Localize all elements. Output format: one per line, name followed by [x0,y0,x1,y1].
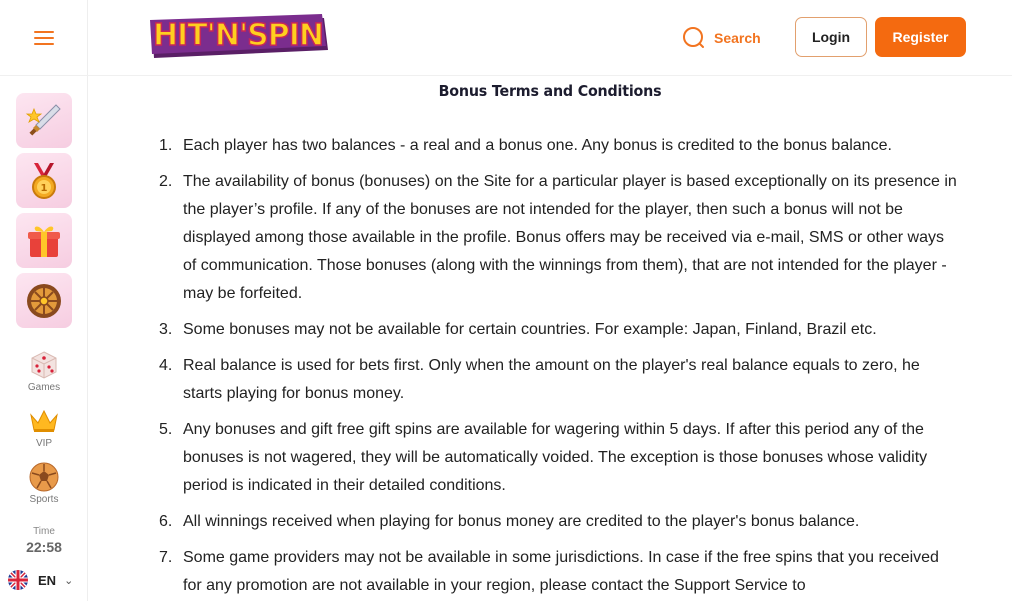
list-item [159,416,959,500]
gift-box-icon [22,219,66,263]
terms-list [159,132,959,601]
uk-flag-icon [8,570,28,590]
svg-text:1: 1 [40,182,48,194]
list-item [159,352,959,408]
item-number: 4. [159,357,173,374]
main-content [88,77,1012,601]
item-number: 1. [159,137,173,154]
item-text: The availability of bonus (bonuses) on the Site for a particular player is based exceptionally on its presence in the player’s profile. If any of the bonuses are not intended for the player, then such a bonus will not be displayed among those available in the profile. Bonus offers may be received via e-mail, SMS or other ways of communication. Those bonuses (along with the winnings from them), that are not intended for the player - may be forfeited. [183,173,957,302]
wheel-of-fortune-icon [22,279,66,323]
medal-icon [22,159,66,203]
time-value: 22:58 [26,539,62,555]
nav-games[interactable] [0,349,88,393]
page-title: Bonus Terms and Conditions [438,82,662,100]
item-number: 2. [159,173,173,190]
clock [0,526,88,555]
search-icon [682,26,706,50]
list-item [159,132,959,160]
item-text: Any bonuses and gift free gift spins are available for wagering within 5 days. If after this period any of the bonuses is not wagered, they will be automatically voided. The exception is those bonuses whose validity period is indicated in their detailed conditions. [183,421,928,494]
promo-tile-bonuses[interactable] [16,213,72,268]
item-text: Real balance is used for bets first. Only when the amount on the player's real balance equals to zero, he starts playing for bonus money. [183,357,920,402]
item-text: Some bonuses may not be available for certain countries. For example: Japan, Finland, Brazil etc. [183,321,877,338]
list-item [159,168,959,308]
item-number: 5. [159,421,173,438]
logo-text: HIT'N'SPIN [152,18,324,53]
soccer-ball-icon [28,461,60,493]
item-text: All winnings received when playing for bonus money are credited to the player's bonus balance. [183,513,860,530]
language-selector[interactable] [8,568,82,592]
sword-star-icon [22,99,66,143]
sidebar [0,0,88,601]
hamburger-icon [34,31,54,45]
search-label: Search [714,30,761,46]
search-button[interactable] [682,25,761,51]
chevron-down-icon: ⌄ [64,573,74,587]
site-logo[interactable] [146,10,332,64]
menu-button[interactable] [0,0,88,76]
item-number: 6. [159,513,173,530]
nav-sports[interactable] [0,461,88,505]
nav-games-label: Games [27,382,61,393]
item-number: 7. [159,549,173,566]
promo-tile-wheel[interactable] [16,273,72,328]
nav-sports-label: Sports [29,494,59,505]
item-text: Each player has two balances - a real and a bonus one. Any bonus is credited to the bonus balance. [183,137,892,154]
item-number: 3. [159,321,173,338]
item-text: Some game providers may not be available in some jurisdictions. In case if the free spins that you received for any promotion are not available in your region, please contact the Support Service to [183,549,939,594]
nav-vip[interactable] [0,405,88,449]
nav-vip-label: VIP [35,438,53,449]
dice-icon [28,349,60,381]
register-button[interactable]: Register [875,17,966,57]
list-item [159,508,959,536]
time-label: Time [33,526,55,537]
login-button[interactable]: Login [795,17,867,57]
promo-tile-rewards[interactable] [16,153,72,208]
header [88,0,1012,76]
crown-icon [28,405,60,437]
language-code: EN [38,572,57,588]
list-item [159,544,959,600]
promo-tile-tournaments[interactable] [16,93,72,148]
list-item [159,316,959,344]
